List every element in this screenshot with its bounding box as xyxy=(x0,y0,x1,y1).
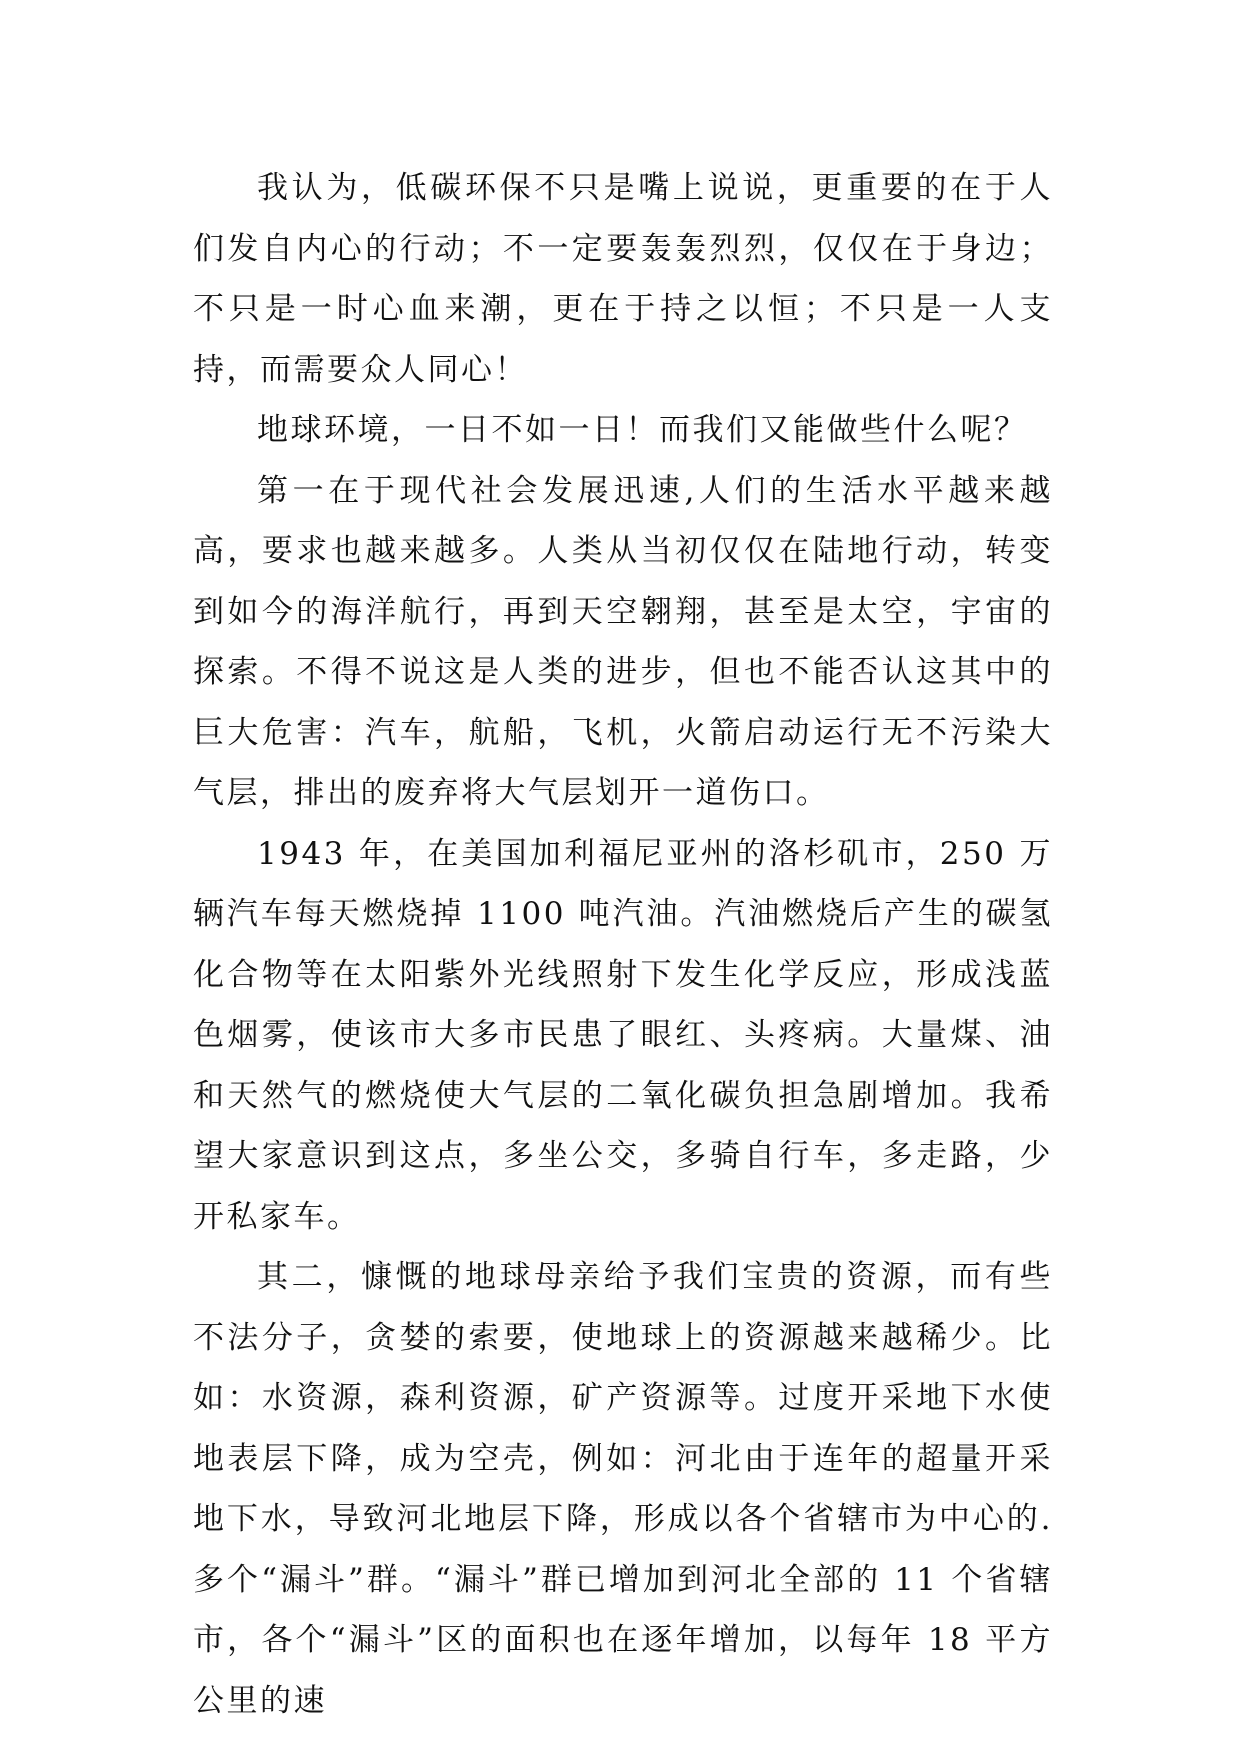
paragraph-3: 第一在于现代社会发展迅速,人们的生活水平越来越高，要求也越来越多。人类从当初仅仅在陆地行动，转变到如今的海洋航行，再到天空翱翔，甚至是太空，宇宙的探索。不得不说这是人类的进步，但也不能否认这其中的巨大危害：汽车，航船，飞机，火箭启动运行无不污染大气层，排出的废弃将大气层划开一道伤口。 xyxy=(193,472,1053,811)
paragraph-1: 我认为，低碳环保不只是嘴上说说，更重要的在于人们发自内心的行动；不一定要轰轰烈烈，仅仅在于身边；不只是一时心血来潮，更在于持之以恒；不只是一人支持，而需要众人同心！ xyxy=(193,170,1053,388)
paragraph-2: 地球环境，一日不如一日！而我们又能做些什么呢？ xyxy=(257,412,1028,448)
paragraph-5: 其二，慷慨的地球母亲给予我们宝贵的资源，而有些不法分子，贪婪的索要，使地球上的资源越来越稀少。比如：水资源，森利资源，矿产资源等。过度开采地下水使地表层下降，成为空壳，例如：河北由于连年的超量开采地下水，导致河北地层下降，形成以各个省辖市为中心的. 多个“漏斗”群。“漏斗”群已增加到河北全部的 11 个省辖市，各个“漏斗”区的面积也在逐年增加，以每年 18 平方公里的速 xyxy=(193,1259,1053,1719)
paragraph-4: 1943 年，在美国加利福尼亚州的洛杉矶市，250 万辆汽车每天燃烧掉 1100 吨汽油。汽油燃烧后产生的碳氢化合物等在太阳紫外光线照射下发生化学反应，形成浅蓝色烟雾，使该市大多市民患了眼红、头疼病。大量煤、油和天然气的燃烧使大气层的二氧化碳负担急剧增加。我希望大家意识到这点，多坐公交，多骑自行车，多走路，少开私家车。 xyxy=(193,835,1053,1235)
body-text xyxy=(193,158,1053,1731)
